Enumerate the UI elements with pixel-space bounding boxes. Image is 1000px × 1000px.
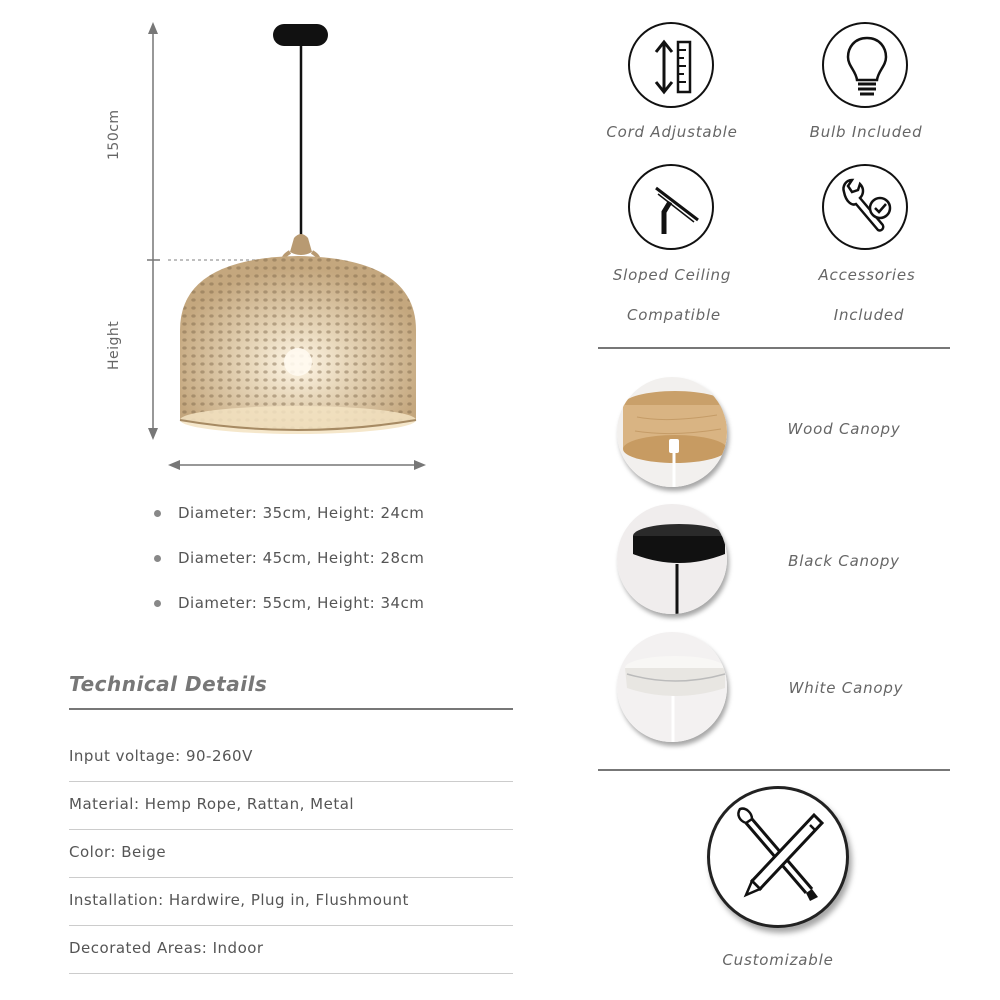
bulb-icon: [822, 22, 908, 108]
accessories-label-line2: Included: [833, 306, 905, 324]
black-canopy-label: Black Canopy: [788, 552, 900, 570]
wrench-check-icon: [822, 164, 908, 250]
accessories-label-line1: Accessories: [818, 266, 916, 284]
sloped-ceiling-label-line1: Sloped Ceiling: [612, 266, 732, 284]
section-divider-bottom: [598, 769, 950, 771]
height-label: Height: [106, 320, 122, 370]
size-options-list: [152, 500, 424, 635]
cord-adjustable-label: Cord Adjustable: [606, 123, 738, 141]
lamp-dimension-drawing: [0, 0, 560, 480]
spec-row-color: Color: Beige: [69, 832, 513, 878]
section-divider-top: [598, 347, 950, 349]
brush-pencil-icon: [707, 786, 849, 928]
spec-row-voltage: Input voltage: 90-260V: [69, 736, 513, 782]
sloped-ceiling-icon: [628, 164, 714, 250]
size-option: Diameter: 55cm, Height: 34cm: [152, 590, 424, 635]
sloped-ceiling-label-line2: Compatible: [627, 306, 721, 324]
wood-canopy-label: Wood Canopy: [787, 420, 901, 438]
bulb-included-label: Bulb Included: [809, 123, 923, 141]
rattan-shade: [180, 256, 416, 434]
cord-adjustable-icon: [628, 22, 714, 108]
white-canopy-thumbnail: [617, 632, 727, 742]
white-canopy-label: White Canopy: [788, 679, 904, 697]
customizable-label: Customizable: [722, 951, 834, 969]
cord-length-label: 150cm: [106, 109, 122, 160]
size-option: Diameter: 35cm, Height: 24cm: [152, 500, 424, 545]
spec-row-material: Material: Hemp Rope, Rattan, Metal: [69, 784, 513, 830]
spec-row-installation: Installation: Hardwire, Plug in, Flushmount: [69, 880, 513, 926]
size-option: Diameter: 45cm, Height: 28cm: [152, 545, 424, 590]
spec-row-areas: Decorated Areas: Indoor: [69, 928, 513, 974]
technical-details-divider: [69, 708, 513, 710]
wood-canopy-thumbnail: [617, 377, 727, 487]
technical-details-title: Technical Details: [69, 672, 268, 696]
black-canopy-thumbnail: [617, 504, 727, 614]
